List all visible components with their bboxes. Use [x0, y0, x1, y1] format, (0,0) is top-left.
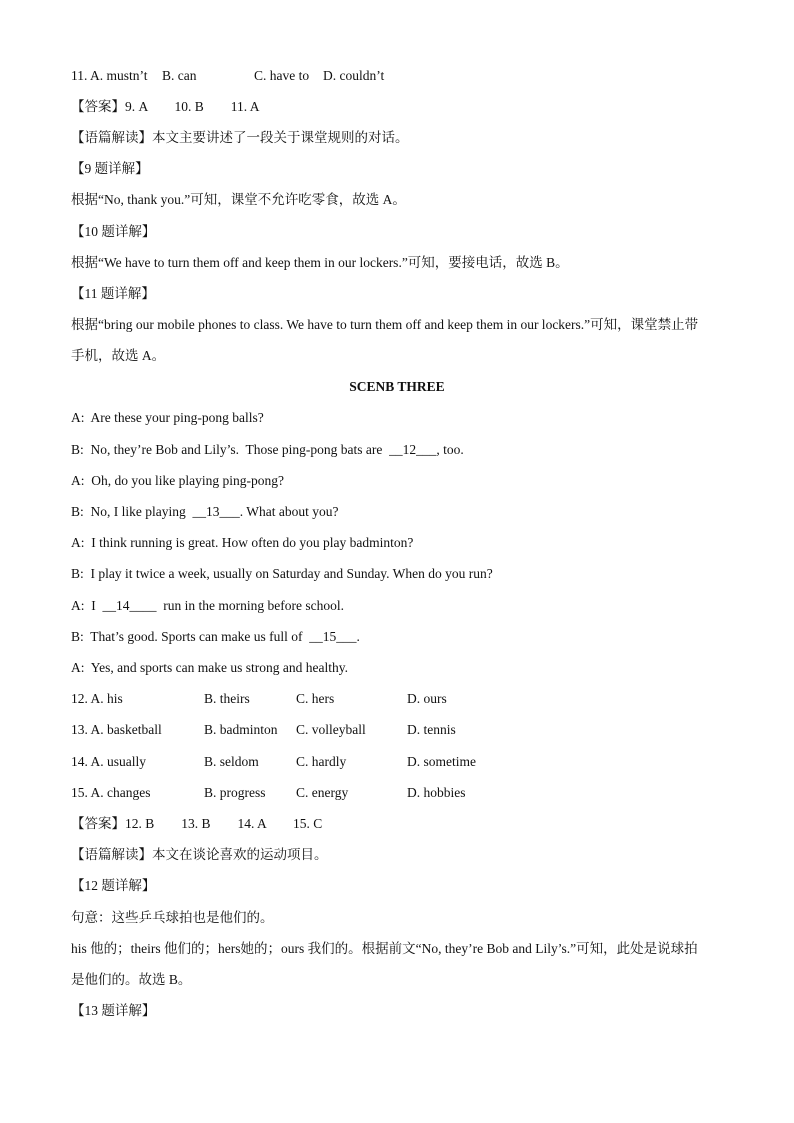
q14-option-b: B. seldom	[204, 754, 259, 769]
q15-option-a: 15. A. changes	[71, 785, 151, 800]
dialogue-line-1: A: Are these your ping-pong balls?	[71, 410, 264, 425]
q15-option-c: C. energy	[296, 785, 349, 800]
q14-option-a: 14. A. usually	[71, 754, 147, 769]
q9-heading: 【9 题详解】	[71, 161, 149, 176]
dialogue-line-8-pre: B: That’s good. Sports can make us full of	[71, 629, 310, 644]
dialogue-line-7	[71, 596, 723, 616]
dialogue-line-8-post: .	[356, 629, 360, 644]
q14-option-d: D. sometime	[407, 754, 476, 769]
q10-explanation: 根据“We have to turn them off and keep them in our lockers.”可知，要接电话，故选 B。	[71, 255, 569, 270]
blank-15: __15___	[309, 629, 357, 644]
q11-explanation-2: 手机，故选 A。	[71, 348, 166, 363]
dialogue-line-5: A: I think running is great. How often do you play badminton?	[71, 535, 414, 550]
q11-option-c: C. have to	[254, 68, 310, 83]
q12-explanation-1: his 他的；theirs 他们的；hers她的；ours 我们的。根据前文“No, they’re Bob and Lily’s.”可知，此处是说球拍	[71, 941, 698, 956]
q13-heading: 【13 题详解】	[71, 1003, 156, 1018]
dialogue-line-7-post: run in the morning before school.	[156, 598, 344, 613]
dialogue-line-4-post: . What about you?	[239, 504, 339, 519]
blank-14: __14____	[102, 598, 157, 613]
dialogue-line-2-pre: B: No, they’re Bob and Lily’s. Those ping-pong bats are	[71, 442, 390, 457]
q11-option-a: 11. A. mustn’t	[71, 68, 148, 83]
dialogue-line-6: B: I play it twice a week, usually on Saturday and Sunday. When do you run?	[71, 566, 493, 581]
dialogue-line-2	[71, 440, 723, 460]
answer-line-1: 【答案】9. A 10. B 11. A	[71, 99, 260, 114]
analysis-line-1: 【语篇解读】本文主要讲述了一段关于课堂规则的对话。	[71, 130, 409, 145]
q11-heading: 【11 题详解】	[71, 286, 155, 301]
q15-option-b: B. progress	[204, 785, 266, 800]
q15-option-d: D. hobbies	[407, 785, 466, 800]
dialogue-line-3: A: Oh, do you like playing ping-pong?	[71, 473, 284, 488]
q12-meaning: 句意：这些乒乓球拍也是他们的。	[71, 910, 274, 925]
blank-12: __12___	[389, 442, 437, 457]
q11-option-d: D. couldn’t	[323, 68, 385, 83]
q13-option-d: D. tennis	[407, 722, 456, 737]
q12-explanation-2: 是他们的。故选 B。	[71, 972, 192, 987]
q11-option-b: B. can	[162, 68, 197, 83]
dialogue-line-7-pre: A: I	[71, 598, 103, 613]
q11-explanation-1: 根据“bring our mobile phones to class. We have to turn them off and keep them in our lockers.”可知，课堂禁止带	[71, 317, 699, 332]
blank-13: __13___	[192, 504, 240, 519]
q12-heading: 【12 题详解】	[71, 878, 156, 893]
q12-option-a: 12. A. his	[71, 691, 123, 706]
scene-title: SCENB THREE	[349, 379, 445, 394]
q9-explanation: 根据“No, thank you.”可知，课堂不允许吃零食，故选 A。	[71, 192, 406, 207]
q14-option-c: C. hardly	[296, 754, 347, 769]
q12-option-c: C. hers	[296, 691, 335, 706]
q12-option-d: D. ours	[407, 691, 447, 706]
analysis-line-2: 【语篇解读】本文在谈论喜欢的运动项目。	[71, 847, 328, 862]
q13-option-c: C. volleyball	[296, 722, 366, 737]
dialogue-line-2-post: , too.	[436, 442, 464, 457]
dialogue-line-4-pre: B: No, I like playing	[71, 504, 193, 519]
dialogue-line-9: A: Yes, and sports can make us strong and healthy.	[71, 660, 348, 675]
dialogue-line-8	[71, 627, 723, 647]
q10-heading: 【10 题详解】	[71, 224, 156, 239]
dialogue-line-4	[71, 502, 723, 522]
q12-option-b: B. theirs	[204, 691, 250, 706]
answer-line-2: 【答案】12. B 13. B 14. A 15. C	[71, 816, 323, 831]
q13-option-b: B. badminton	[204, 722, 278, 737]
q13-option-a: 13. A. basketball	[71, 722, 162, 737]
